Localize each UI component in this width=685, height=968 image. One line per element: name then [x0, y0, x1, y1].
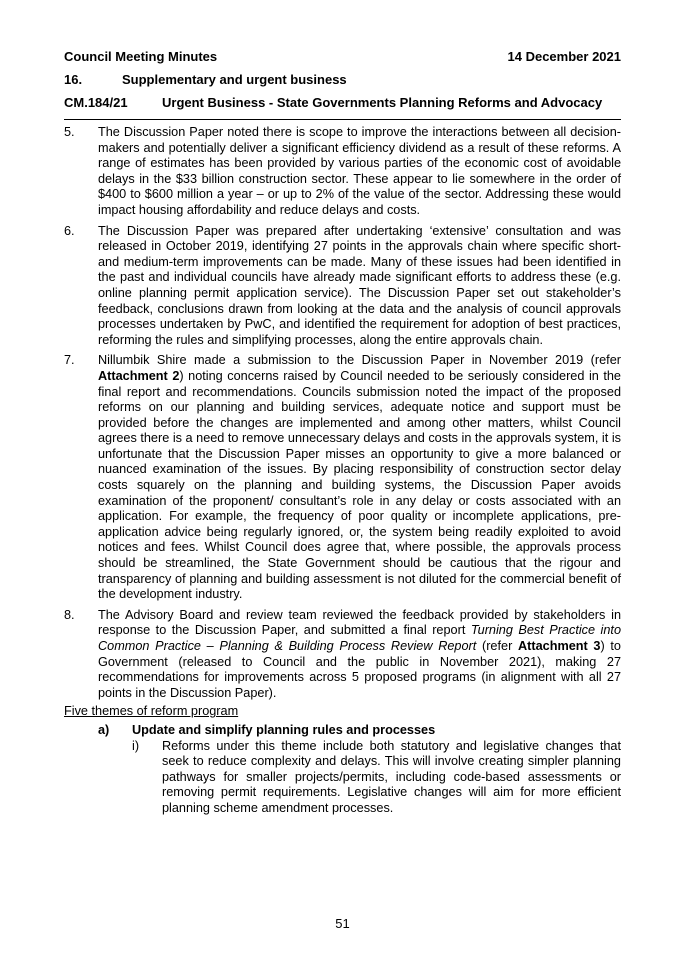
paragraph-number: 7. [64, 353, 75, 368]
item-code: CM.184/21 [64, 95, 128, 110]
item-label: i) [132, 738, 140, 753]
theme-a-item-i [64, 739, 621, 817]
divider [64, 119, 621, 120]
section-heading [64, 72, 621, 87]
paragraph-text [98, 608, 621, 702]
page-header [64, 49, 621, 64]
text-run: ) noting concerns raised by Council needed to be seriously considered in the final report and recommendations. Councils submission noted the impact of the proposed reforms on our planning and building services, adequate notice and support must be provided before the changes are implemented and among other matters, whilst Council agrees there is a need to remove unnecessary delays and costs in the approvals system, it is unfortunate that the Discussion Paper misses an opportunity to give a more balanced or nuanced examination of the issues. By placing responsibility of construction sector delay costs squarely on the planning and building systems, the Discussion Paper avoids examination of the proponent/ consultant’s role in any delay or costs associated with an application. For example, the frequency of poor quality or incomplete applications, pre-application advice being regularly ignored, or, the system being readily exploited to avoid notices and fees. Whilst Council does agree that, where possible, the approvals process should be streamlined, the State Government should be cautious that the rigour and transparency of planning and building assessment is not diluted for the commercial benefit of the development industry. [98, 368, 621, 602]
paragraph-6 [64, 224, 621, 349]
report-title: Turning Best Practice into Common Practice – Planning & Building Process Review Report [98, 623, 621, 653]
paragraph-number: 8. [64, 607, 75, 622]
text-run: Nillumbik Shire made a submission to the Discussion Paper in November 2019 (refer [98, 353, 621, 368]
item-heading [64, 95, 621, 110]
paragraph-7 [64, 353, 621, 603]
paragraph-number: 5. [64, 125, 75, 139]
header-date: 14 December 2021 [507, 49, 621, 64]
attachment-3-ref: Attachment 3 [517, 639, 601, 653]
theme-a-heading [64, 723, 621, 739]
text-run: ) to Government (released to Council and the public in November 2021), making 27 recommendations for improvements across 5 proposed programs (in alignment with all 27 points in the Discussion Paper). [98, 639, 621, 700]
page-number: 51 [335, 916, 350, 931]
theme-title: Update and simplify planning rules and processes [132, 722, 436, 737]
paragraph-text [98, 353, 621, 603]
item-title: Urgent Business - State Governments Planning Reforms and Advocacy [162, 95, 603, 110]
section-title: Supplementary and urgent business [122, 72, 347, 87]
document-page [64, 49, 621, 817]
paragraph-5 [64, 125, 621, 219]
paragraph-text: The Discussion Paper noted there is scope to improve the interactions between all decision-makers and potentially deliver a significant efficiency dividend as a result of these reforms. A range of estimates has been provided by various parties of the economic cost of avoidable delays in the $33 billion construction sector. These appear to lie somewhere in the order of $400 to $600 million a year – or up to 2% of the value of the sector. Addressing these would impact housing affordability and reduce delays and costs. [98, 125, 621, 217]
themes-heading: Five themes of reform program [64, 704, 239, 719]
text-run: (refer [476, 639, 518, 653]
paragraph-number: 6. [64, 223, 75, 238]
attachment-2-ref: Attachment 2 [98, 368, 180, 383]
header-title: Council Meeting Minutes [64, 49, 218, 64]
item-text: Reforms under this theme include both statutory and legislative changes that seek to reduce complexity and delays. This will involve creating simpler planning pathways for smaller projects/permits, including code-based assessments or removing permit requirements. Legislative changes will aim for more efficient planning scheme amendment processes. [162, 738, 621, 815]
theme-label: a) [98, 722, 110, 737]
paragraph-text: The Discussion Paper was prepared after undertaking ‘extensive’ consultation and was released in October 2019, identifying 27 points in the approvals chain where specific short- and medium-term improvements can be made. Many of these issues had been identified in the past and individual councils have already made significant efforts to address these (e.g. online planning permit application service). The Discussion Paper set out stakeholder’s feedback, conclusions drawn from looking at the data and the analysis of council approvals processes undertaken by PwC, and identified the requirement for adoption of best practices, reforming the rules and simplifying processes, along the entire approvals chain. [98, 223, 621, 347]
section-number: 16. [64, 72, 83, 87]
paragraph-8 [64, 608, 621, 702]
text-run: The Advisory Board and review team reviewed the feedback provided by stakeholders in response to the Discussion Paper, and submitted a final report [98, 607, 621, 638]
